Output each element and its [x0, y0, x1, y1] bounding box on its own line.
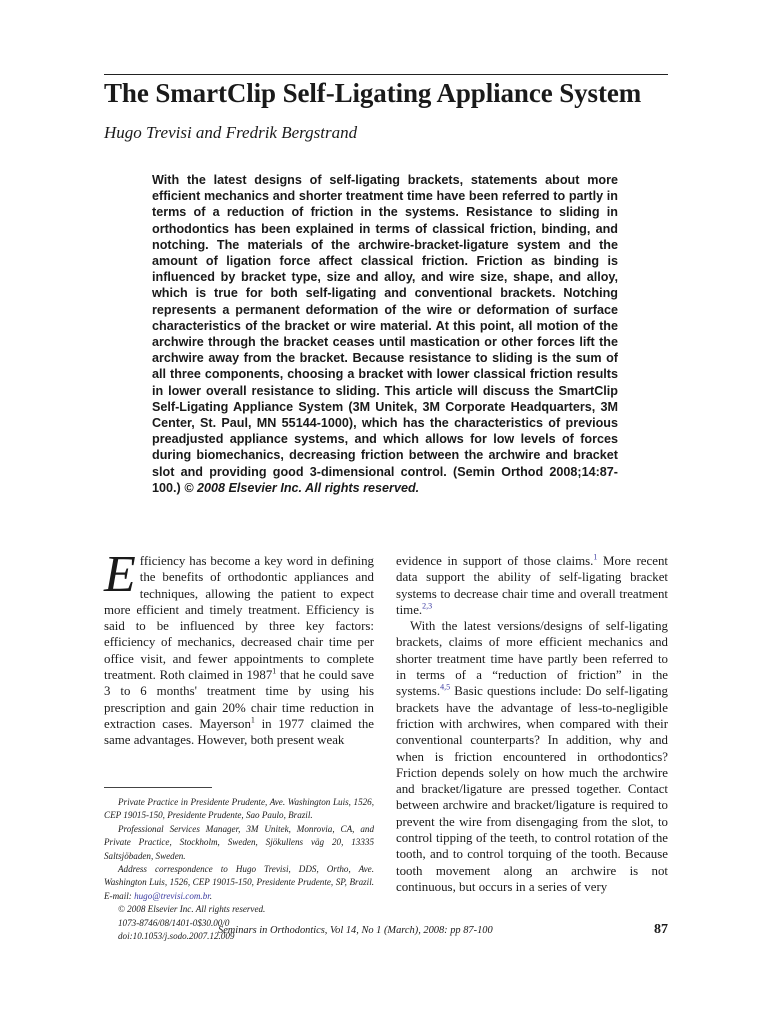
- journal-citation: Seminars in Orthodontics, Vol 14, No 1 (March), 2008: pp 87-100: [218, 925, 493, 936]
- footnote-affiliation-2: Professional Services Manager, 3M Unitek, Monrovia, CA, and Private Practice, Stockholm, Sweden, Sjökullens väg 20, 13335 Saltsjöbaden, Sweden.: [104, 823, 374, 861]
- footnote-issn: 1073-8746/08/1401-0$30.00/0: [118, 917, 230, 928]
- citation-ref[interactable]: 1: [250, 715, 255, 725]
- correspondence-text: Address correspondence to Hugo Trevisi, DDS, Ortho, Ave. Washington Luis, 1526, CEP 19015-150, Presidente Prudente, SP, Brazil. E-mail:: [104, 864, 374, 901]
- abstract: [152, 172, 618, 496]
- paragraph-continued: [396, 553, 668, 618]
- page-number: 87: [654, 922, 668, 937]
- intro-text-c: in 1977 claimed the same advantages. However, both present weak: [104, 716, 375, 748]
- top-rule: [104, 74, 668, 75]
- body-column-right: [396, 553, 668, 895]
- abstract-copyright: © 2008 Elsevier Inc. All rights reserved.: [184, 480, 420, 495]
- citation-ref[interactable]: 4,5: [440, 683, 451, 693]
- article-authors: Hugo Trevisi and Fredrik Bergstrand: [104, 123, 358, 142]
- email-link[interactable]: hugo@trevisi.com.br: [134, 890, 210, 901]
- right-text-a: evidence in support of those claims.: [396, 554, 594, 568]
- citation-ref[interactable]: 1: [593, 552, 598, 562]
- footnote-doi: doi:10.1053/j.sodo.2007.12.009: [118, 931, 235, 942]
- article-title: The SmartClip Self-Ligating Appliance System: [104, 78, 642, 108]
- right-text-b: More recent data support the ability of self-ligating bracket systems to decrease chair time and overall treatment time.: [396, 554, 668, 617]
- footnote-affiliation-1: Private Practice in Presidente Prudente, Ave. Washington Luis, 1526, CEP 19015-150, Presidente Prudente, Sao Paulo, Brazil.: [104, 797, 374, 821]
- footnotes: [104, 796, 374, 943]
- intro-text-b: that he could save 3 to 6 months' treatment time by using his prescription and gain 20% chair time reduction in extraction cases. Mayerson: [104, 668, 374, 731]
- intro-paragraph: [104, 546, 375, 749]
- abstract-body: With the latest designs of self-ligating brackets, statements about more efficient mechanics and shorter treatment time have been referred to partly in terms of a reduction of friction in the systems. Resistance to sliding in orthodontics has been explained in terms of classical friction, binding, and notching. The materials of the archwire-bracket-ligature system and the amount of ligation force affect classical friction. Friction as binding is influenced by bracket type, size and alloy, and wire size, shape, and alloy, which is true for both self-ligating and conventional brackets. Notching represents a permanent deformation of the wire or deformation of surface characteristics of the bracket or wire material. At this point, all motion of the archwire through the bracket ceases until mastication or other forces lift the archwire away from the bracket. Because resistance to sliding is the sum of all three components, choosing a bracket with lower classical friction results in lower overall resistance to sliding. This article will discuss the SmartClip Self-Ligating Appliance System (3M Unitek, 3M Corporate Headquarters, 3M Center, St. Paul, MN 55144-1000), which has the characteristics of previous preadjusted appliance systems, and which allows for low levels of forces during biomechanics, decreasing friction between the archwire and bracket slot and providing good 3-dimensional control. (Semin Orthod 2008;14:87-100.): [152, 173, 618, 495]
- body-column-left: [104, 546, 375, 749]
- intro-text-a: fficiency has become a key word in defining the benefits of orthodontic appliances and techniques, allowing the patient to expect more efficient and timely treatment. Efficiency is said to be influenced by three key factors: efficiency of mechanics, decreased chair time per office visit, and fewer appointments to complete treatment. Roth claimed in 1987: [104, 554, 374, 683]
- correspondence-end: .: [209, 890, 213, 901]
- drop-cap: E: [104, 546, 136, 603]
- footnote-correspondence: [104, 863, 374, 903]
- citation-ref[interactable]: 1: [272, 666, 277, 676]
- right-text-c: With the latest versions/designs of self-ligating brackets, claims of more efficient mechanics and shorter treatment time have partly been referred to in terms of a “reduction of friction” in the systems.: [396, 619, 668, 699]
- paragraph-self-ligating: [396, 618, 668, 895]
- footnote-rule: [104, 787, 212, 788]
- right-text-d: Basic questions include: Do self-ligating brackets have the advantage of less-to-negligible friction with archwires, when compared with their conventional counterparts? In addition, why and when is friction encountered in orthodontics? Friction depends solely on how much the archwire and bracket/ligature are pressed together. Contact between archwire and bracket/ligature is required to prevent the wire from disengaging from the slot, to control tipping of the teeth, to control rotation of the tooth, and to control torquing of the tooth. Because tooth movement along an archwire is not continuous, but occurs in a series of very: [396, 684, 668, 894]
- footnote-copyright: © 2008 Elsevier Inc. All rights reserved.: [118, 904, 266, 915]
- citation-ref[interactable]: 2,3: [422, 601, 433, 611]
